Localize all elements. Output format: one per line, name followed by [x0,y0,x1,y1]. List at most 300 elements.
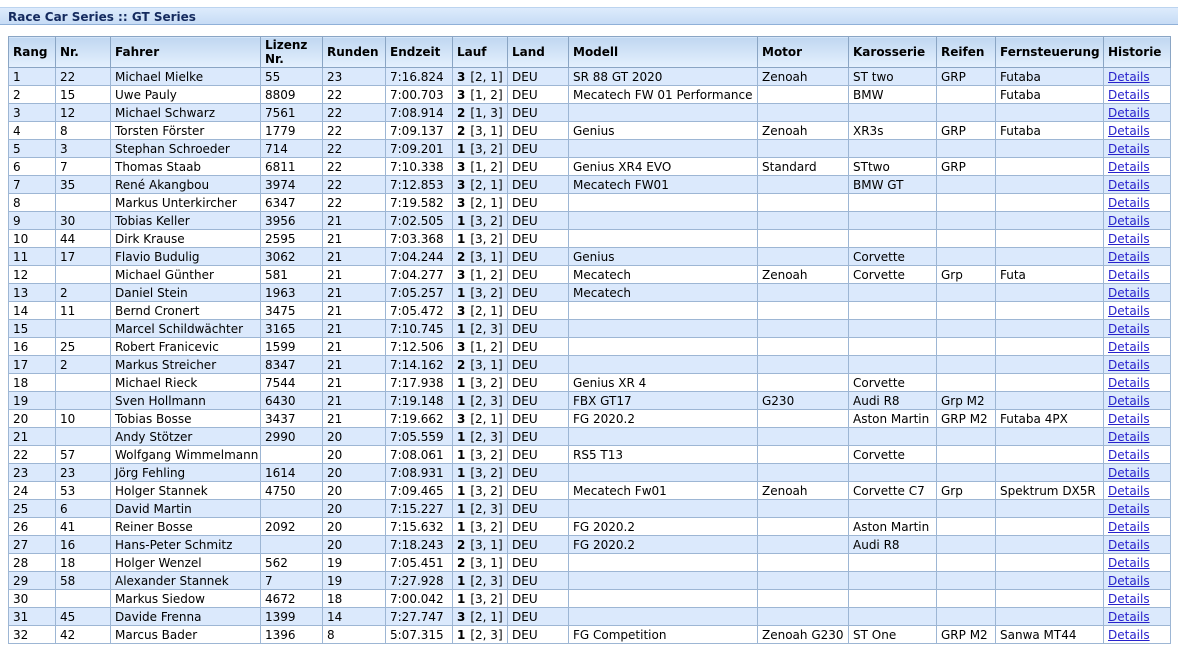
cell-modell: Genius [569,248,758,266]
cell-reifen [937,176,996,194]
col-header-lauf: Lauf [453,37,508,68]
cell-fernsteuerung: Futa [996,266,1104,284]
cell-rang: 11 [9,248,56,266]
cell-fernsteuerung [996,608,1104,626]
table-row [9,140,1171,158]
cell-historie [1104,212,1171,230]
cell-historie [1104,230,1171,248]
cell-nr [56,590,111,608]
cell-endzeit: 5:07.315 [386,626,453,644]
table-row [9,608,1171,626]
cell-lauf [453,410,508,428]
cell-historie [1104,320,1171,338]
cell-motor [758,608,849,626]
cell-endzeit: 7:27.928 [386,572,453,590]
cell-motor [758,230,849,248]
cell-motor [758,302,849,320]
cell-lauf [453,590,508,608]
cell-historie [1104,284,1171,302]
cell-endzeit: 7:08.931 [386,464,453,482]
cell-fernsteuerung: Futaba [996,122,1104,140]
cell-motor [758,212,849,230]
cell-karosserie [849,230,937,248]
col-header-reifen: Reifen [937,37,996,68]
cell-reifen [937,194,996,212]
cell-land: DEU [508,446,569,464]
lauf-run-number: 1 [457,231,466,246]
details-link[interactable]: Details [1108,357,1150,372]
cell-rang: 27 [9,536,56,554]
cell-reifen [937,284,996,302]
cell-motor [758,104,849,122]
cell-historie [1104,392,1171,410]
details-link[interactable]: Details [1108,627,1150,642]
cell-modell: FG 2020.2 [569,536,758,554]
cell-land: DEU [508,248,569,266]
lauf-heat-order: [2, 3] [470,573,503,588]
cell-karosserie [849,428,937,446]
cell-historie [1104,356,1171,374]
details-link[interactable]: Details [1108,573,1150,588]
cell-historie [1104,140,1171,158]
lauf-run-number: 2 [457,555,466,570]
details-link[interactable]: Details [1108,339,1150,354]
table-row [9,518,1171,536]
cell-karosserie [849,194,937,212]
details-link[interactable]: Details [1108,231,1150,246]
lauf-heat-order: [3, 2] [470,519,503,534]
cell-reifen: Grp [937,266,996,284]
cell-reifen [937,338,996,356]
table-row [9,248,1171,266]
cell-modell: Mecatech [569,266,758,284]
cell-runden: 22 [323,140,386,158]
cell-rang: 18 [9,374,56,392]
details-link[interactable]: Details [1108,303,1150,318]
cell-nr [56,266,111,284]
cell-lizenz: 3475 [261,302,323,320]
cell-lauf [453,500,508,518]
cell-modell: Mecatech FW01 [569,176,758,194]
cell-endzeit: 7:18.243 [386,536,453,554]
cell-reifen [937,86,996,104]
details-link[interactable]: Details [1108,393,1150,408]
cell-fahrer: Jörg Fehling [111,464,261,482]
cell-endzeit: 7:15.632 [386,518,453,536]
cell-land: DEU [508,428,569,446]
cell-fahrer: Flavio Budulig [111,248,261,266]
cell-fernsteuerung [996,230,1104,248]
cell-lizenz: 1963 [261,284,323,302]
cell-fernsteuerung: Sanwa MT44 [996,626,1104,644]
cell-endzeit: 7:15.227 [386,500,453,518]
cell-fernsteuerung [996,356,1104,374]
lauf-run-number: 1 [457,591,466,606]
cell-lizenz: 1399 [261,608,323,626]
cell-nr [56,374,111,392]
cell-rang: 28 [9,554,56,572]
results-table [8,36,1171,644]
details-link[interactable]: Details [1108,609,1150,624]
cell-lizenz: 6811 [261,158,323,176]
details-link[interactable]: Details [1108,285,1150,300]
lauf-run-number: 3 [457,411,466,426]
details-link[interactable]: Details [1108,465,1150,480]
cell-nr: 2 [56,356,111,374]
cell-motor [758,410,849,428]
lauf-heat-order: [2, 3] [470,501,503,516]
cell-motor [758,536,849,554]
cell-lizenz: 55 [261,68,323,86]
cell-lauf [453,140,508,158]
cell-lizenz: 1599 [261,338,323,356]
cell-nr: 25 [56,338,111,356]
cell-reifen [937,320,996,338]
cell-endzeit: 7:09.201 [386,140,453,158]
lauf-run-number: 2 [457,537,466,552]
cell-fahrer: Sven Hollmann [111,392,261,410]
table-row [9,626,1171,644]
lauf-heat-order: [2, 1] [470,609,503,624]
lauf-run-number: 3 [457,609,466,624]
cell-fahrer: Holger Wenzel [111,554,261,572]
cell-motor: Zenoah G230 [758,626,849,644]
cell-lizenz [261,500,323,518]
cell-historie [1104,176,1171,194]
cell-lizenz: 4672 [261,590,323,608]
cell-lizenz: 581 [261,266,323,284]
cell-historie [1104,464,1171,482]
cell-karosserie: Aston Martin [849,410,937,428]
cell-lauf [453,518,508,536]
cell-modell: SR 88 GT 2020 [569,68,758,86]
cell-land: DEU [508,284,569,302]
cell-rang: 23 [9,464,56,482]
cell-land: DEU [508,608,569,626]
cell-reifen: GRP [937,122,996,140]
cell-runden: 8 [323,626,386,644]
cell-runden: 19 [323,572,386,590]
cell-modell: Mecatech [569,284,758,302]
details-link[interactable]: Details [1108,213,1150,228]
cell-fahrer: Thomas Staab [111,158,261,176]
cell-land: DEU [508,536,569,554]
cell-historie [1104,500,1171,518]
details-link[interactable]: Details [1108,501,1150,516]
lauf-heat-order: [3, 1] [470,357,503,372]
cell-runden: 21 [323,284,386,302]
cell-reifen [937,140,996,158]
cell-lizenz: 1614 [261,464,323,482]
cell-karosserie [849,302,937,320]
details-link[interactable]: Details [1108,195,1150,210]
cell-land: DEU [508,86,569,104]
cell-land: DEU [508,266,569,284]
details-link[interactable]: Details [1108,483,1150,498]
cell-fernsteuerung [996,284,1104,302]
cell-motor [758,194,849,212]
lauf-run-number: 2 [457,105,466,120]
cell-endzeit: 7:09.465 [386,482,453,500]
cell-endzeit: 7:19.148 [386,392,453,410]
cell-endzeit: 7:00.042 [386,590,453,608]
details-link[interactable]: Details [1108,447,1150,462]
cell-reifen [937,230,996,248]
cell-fernsteuerung [996,428,1104,446]
details-link[interactable]: Details [1108,69,1150,84]
lauf-run-number: 3 [457,69,466,84]
details-link[interactable]: Details [1108,411,1150,426]
cell-fernsteuerung [996,572,1104,590]
cell-reifen: GRP M2 [937,626,996,644]
cell-motor: Zenoah [758,68,849,86]
details-link[interactable]: Details [1108,123,1150,138]
table-row [9,446,1171,464]
cell-fahrer: Davide Frenna [111,608,261,626]
cell-modell [569,572,758,590]
cell-motor: Zenoah [758,122,849,140]
cell-lauf [453,392,508,410]
cell-runden: 20 [323,464,386,482]
cell-reifen: GRP M2 [937,410,996,428]
cell-motor [758,518,849,536]
cell-modell: RS5 T13 [569,446,758,464]
cell-rang: 30 [9,590,56,608]
cell-rang: 19 [9,392,56,410]
cell-nr: 45 [56,608,111,626]
details-link[interactable]: Details [1108,87,1150,102]
cell-nr: 35 [56,176,111,194]
cell-reifen [937,212,996,230]
lauf-run-number: 1 [457,501,466,516]
table-row [9,266,1171,284]
details-link[interactable]: Details [1108,429,1150,444]
cell-karosserie [849,284,937,302]
cell-runden: 21 [323,374,386,392]
details-link[interactable]: Details [1108,141,1150,156]
details-link[interactable]: Details [1108,375,1150,390]
col-header-nr: Nr. [56,37,111,68]
lauf-heat-order: [3, 1] [470,249,503,264]
cell-modell [569,104,758,122]
cell-modell [569,356,758,374]
details-link[interactable]: Details [1108,267,1150,282]
cell-modell: Genius XR 4 [569,374,758,392]
cell-modell [569,554,758,572]
cell-fernsteuerung [996,158,1104,176]
cell-fernsteuerung: Futaba [996,68,1104,86]
table-row [9,590,1171,608]
details-link[interactable]: Details [1108,537,1150,552]
cell-runden: 19 [323,554,386,572]
cell-endzeit: 7:17.938 [386,374,453,392]
cell-lizenz: 3956 [261,212,323,230]
cell-land: DEU [508,356,569,374]
cell-fahrer: Robert Franicevic [111,338,261,356]
cell-land: DEU [508,554,569,572]
details-link[interactable]: Details [1108,159,1150,174]
cell-land: DEU [508,158,569,176]
cell-lauf [453,464,508,482]
cell-nr: 11 [56,302,111,320]
table-row [9,410,1171,428]
cell-motor [758,338,849,356]
cell-runden: 20 [323,446,386,464]
cell-historie [1104,86,1171,104]
cell-runden: 21 [323,392,386,410]
cell-lauf [453,68,508,86]
cell-modell [569,230,758,248]
cell-land: DEU [508,518,569,536]
cell-lizenz: 2990 [261,428,323,446]
cell-lauf [453,482,508,500]
details-link[interactable]: Details [1108,321,1150,336]
cell-endzeit: 7:09.137 [386,122,453,140]
cell-motor [758,554,849,572]
cell-lauf [453,248,508,266]
cell-lauf [453,176,508,194]
cell-nr: 18 [56,554,111,572]
lauf-heat-order: [2, 3] [470,429,503,444]
cell-modell: FBX GT17 [569,392,758,410]
col-header-endzeit: Endzeit [386,37,453,68]
lauf-heat-order: [1, 2] [470,159,503,174]
cell-fahrer: Markus Unterkircher [111,194,261,212]
cell-fahrer: Andy Stötzer [111,428,261,446]
col-header-modell: Modell [569,37,758,68]
cell-runden: 18 [323,590,386,608]
cell-motor: Standard [758,158,849,176]
cell-motor: Zenoah [758,482,849,500]
lauf-run-number: 1 [457,285,466,300]
cell-karosserie: Corvette C7 [849,482,937,500]
details-link[interactable]: Details [1108,591,1150,606]
cell-karosserie: STtwo [849,158,937,176]
cell-lauf [453,104,508,122]
cell-karosserie: Corvette [849,248,937,266]
cell-runden: 22 [323,176,386,194]
cell-historie [1104,338,1171,356]
cell-reifen [937,518,996,536]
details-link[interactable]: Details [1108,105,1150,120]
table-row [9,68,1171,86]
lauf-heat-order: [2, 3] [470,627,503,642]
cell-runden: 14 [323,608,386,626]
cell-nr: 22 [56,68,111,86]
cell-fahrer: Michael Günther [111,266,261,284]
page-title: Race Car Series :: GT Series [0,7,1178,25]
cell-rang: 4 [9,122,56,140]
details-link[interactable]: Details [1108,555,1150,570]
table-row [9,338,1171,356]
cell-runden: 21 [323,248,386,266]
cell-runden: 20 [323,428,386,446]
lauf-heat-order: [2, 1] [470,195,503,210]
cell-karosserie: Audi R8 [849,536,937,554]
details-link[interactable]: Details [1108,519,1150,534]
cell-modell [569,194,758,212]
table-row [9,500,1171,518]
cell-lizenz: 4750 [261,482,323,500]
lauf-run-number: 1 [457,429,466,444]
cell-karosserie: Corvette [849,374,937,392]
cell-endzeit: 7:05.559 [386,428,453,446]
cell-lauf [453,554,508,572]
lauf-heat-order: [3, 2] [470,447,503,462]
col-header-motor: Motor [758,37,849,68]
cell-lauf [453,284,508,302]
details-link[interactable]: Details [1108,177,1150,192]
cell-runden: 21 [323,230,386,248]
table-row [9,104,1171,122]
cell-rang: 21 [9,428,56,446]
lauf-run-number: 1 [457,393,466,408]
cell-modell: FG Competition [569,626,758,644]
cell-fernsteuerung [996,248,1104,266]
cell-runden: 20 [323,482,386,500]
cell-lizenz: 3974 [261,176,323,194]
cell-rang: 6 [9,158,56,176]
col-header-fahrer: Fahrer [111,37,261,68]
cell-fernsteuerung: Futaba [996,86,1104,104]
details-link[interactable]: Details [1108,249,1150,264]
cell-historie [1104,536,1171,554]
cell-runden: 21 [323,302,386,320]
cell-land: DEU [508,302,569,320]
cell-runden: 23 [323,68,386,86]
cell-lauf [453,122,508,140]
cell-endzeit: 7:05.257 [386,284,453,302]
cell-modell [569,338,758,356]
cell-fernsteuerung [996,446,1104,464]
cell-historie [1104,122,1171,140]
col-header-land: Land [508,37,569,68]
table-row [9,392,1171,410]
cell-historie [1104,518,1171,536]
lauf-heat-order: [3, 2] [470,465,503,480]
table-row [9,86,1171,104]
cell-land: DEU [508,464,569,482]
cell-land: DEU [508,212,569,230]
cell-karosserie [849,140,937,158]
cell-nr: 30 [56,212,111,230]
cell-rang: 3 [9,104,56,122]
lauf-run-number: 1 [457,213,466,228]
cell-fahrer: David Martin [111,500,261,518]
cell-lauf [453,356,508,374]
cell-modell: FG 2020.2 [569,410,758,428]
lauf-heat-order: [3, 2] [470,483,503,498]
col-header-historie: Historie [1104,37,1171,68]
cell-endzeit: 7:03.368 [386,230,453,248]
cell-fahrer: Michael Mielke [111,68,261,86]
cell-lizenz: 1779 [261,122,323,140]
cell-historie [1104,554,1171,572]
cell-fernsteuerung [996,374,1104,392]
cell-motor [758,590,849,608]
cell-nr: 12 [56,104,111,122]
cell-rang: 17 [9,356,56,374]
cell-endzeit: 7:16.824 [386,68,453,86]
cell-historie [1104,68,1171,86]
cell-motor [758,446,849,464]
cell-modell [569,212,758,230]
cell-runden: 22 [323,104,386,122]
cell-modell: Genius [569,122,758,140]
cell-motor [758,248,849,266]
cell-nr: 7 [56,158,111,176]
cell-fernsteuerung [996,194,1104,212]
